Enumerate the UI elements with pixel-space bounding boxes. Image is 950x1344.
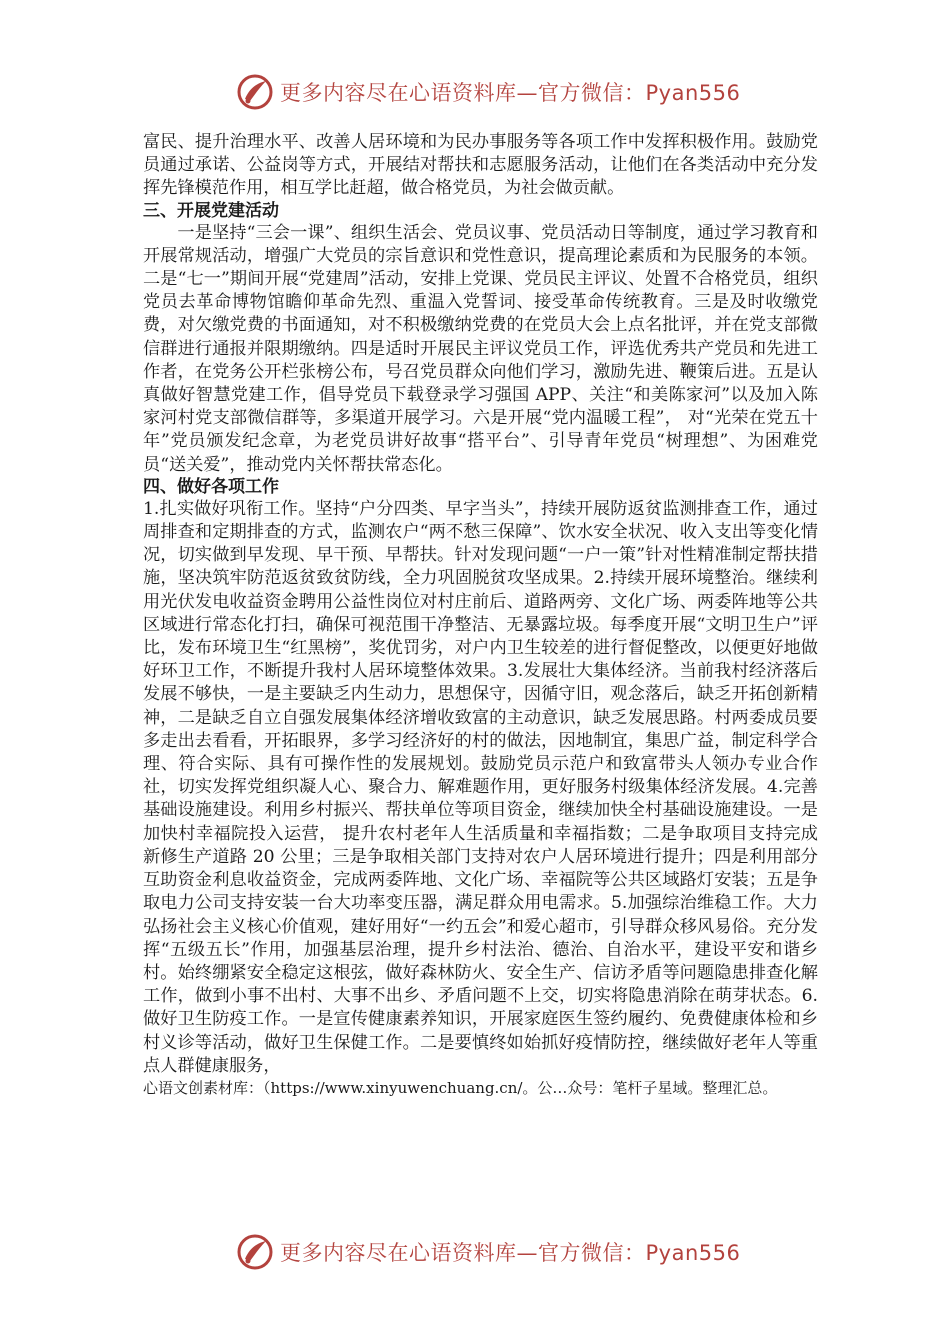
source-note: 心语文创素材库：（https://www.xinyuwenchuang.cn/。公…众号：笔杆子星域。整理汇总。 <box>143 1078 778 1097</box>
brush-logo-icon <box>236 1233 274 1271</box>
section-heading-4: 四、做好各项工作 <box>143 476 279 497</box>
paragraph-party-activities: 一是坚持“三会一课”、组织生活会、党员议事、党员活动日等制度，通过学习教育和开展常规活动，增强广大党员的宗旨意识和党性意识，提高理论素质和为民服务的本领。二是“七一”期间开展“党建周”活动，安排上党课、党员民主评议、处置不合格党员，组织党员去革命博物馆瞻仰革命先烈、重温入党誓词、接受革命传统教育。三是及时收缴党费，对欠缴党费的书面通知，对不积极缴纳党费的在党员大会上点名批评，并在党支部微信群进行通报并限期缴纳。四是适时开展民主评议党员工作，评选优秀共产党员和先进工作者，在党务公开栏张榜公布，号召党员群众向他们学习，激励先进、鞭策后进。五是认真做好智慧党建工作，倡导党员下载登录学习强国 APP、关注“和美陈家河”以及加入陈家河村党支部微信群等，多渠道开展学习。六是开展“党内温暖工程”， 对“光荣在党五十年”党员颁发纪念章，为老党员讲好故事“搭平台”、引导青年党员“树理想”、为困难党员“送关爱”，推动党内关怀帮扶常态化。 <box>143 222 818 475</box>
banner-text: 更多内容尽在心语资料库—官方微信：Pyan556 <box>280 1241 741 1265</box>
paragraph-intro: 富民、提升治理水平、改善人居环境和为民办事服务等各项工作中发挥积极作用。鼓励党员通过承诺、公益岗等方式，开展结对帮扶和志愿服务活动，让他们在各类活动中充分发挥先锋模范作用，相互学比赶超，做合格党员，为社会做贡献。 <box>143 132 818 199</box>
brush-logo-icon <box>236 73 274 111</box>
section-heading-3: 三、开展党建活动 <box>143 200 279 221</box>
banner-text: 更多内容尽在心语资料库—官方微信：Pyan556 <box>280 81 741 105</box>
bottom-watermark-banner <box>236 1232 741 1272</box>
paragraph-work-items: 1.扎实做好巩衔工作。坚持“户分四类、早字当头”，持续开展防返贫监测排查工作，通过周排查和定期排查的方式，监测农户“两不愁三保障”、饮水安全状况、收入支出等变化情况，切实做到早发现、早干预、早帮扶。针对发现问题“一户一策”针对性精准制定帮扶措施，坚决筑牢防范返贫致贫防线，全力巩固脱贫攻坚成果。2.持续开展环境整治。继续利用光伏发电收益资金聘用公益性岗位对村庄前后、道路两旁、文化广场、两委阵地等公共区域进行常态化打扫，确保可视范围干净整洁、无暴露垃圾。每季度开展“文明卫生户”评比，发布环境卫生“红黑榜”，奖优罚劣，对户内卫生较差的进行督促整改，以便更好地做好环卫工作，不断提升我村人居环境整体效果。3.发展壮大集体经济。当前我村经济落后发展不够快，一是主要缺乏内生动力，思想保守，因循守旧，观念落后，缺乏开拓创新精神，二是缺乏自立自强发展集体经济增收致富的主动意识，缺乏发展思路。村两委成员要多走出去看看，开拓眼界，多学习经济好的村的做法，因地制宜，集思广益，制定科学合理、符合实际、具有可操作性的发展规划。鼓励党员示范户和致富带头人领办专业合作社，切实发挥党组织凝人心、聚合力、解难题作用，更好服务村级集体经济发展。4.完善基础设施建设。利用乡村振兴、帮扶单位等项目资金，继续加快全村基础设施建设。一是加快村幸福院投入运营， 提升农村老年人生活质量和幸福指数；二是争取项目支持完成新修生产道路 20 公里；三是争取相关部门支持对农户人居环境进行提升；四是利用部分互助资金利息收益资金，完成两委阵地、文化广场、幸福院等公共区域路灯安装；五是争取电力公司支持安装一台大功率变压器，满足群众用电需求。5.加强综治维稳工作。大力弘扬社会主义核心价值观，建好用好“一约五会”和爱心超市，引导群众移风易俗。充分发挥“五级五长”作用，加强基层治理，提升乡村法治、德治、自治水平，建设平安和谐乡村。始终绷紧安全稳定这根弦，做好森林防火、安全生产、信访矛盾等问题隐患排查化解工作，做到小事不出村、大事不出乡、矛盾问题不上交，切实将隐患消除在萌芽状态。6.做好卫生防疫工作。一是宣传健康素养知识，开展家庭医生签约履约、免费健康体检和乡村义诊等活动，做好卫生保健工作。二是要慎终如始抓好疫情防控，继续做好老年人等重点人群健康服务， <box>143 498 818 1076</box>
document-body <box>143 131 818 1098</box>
top-watermark-banner <box>236 72 741 112</box>
